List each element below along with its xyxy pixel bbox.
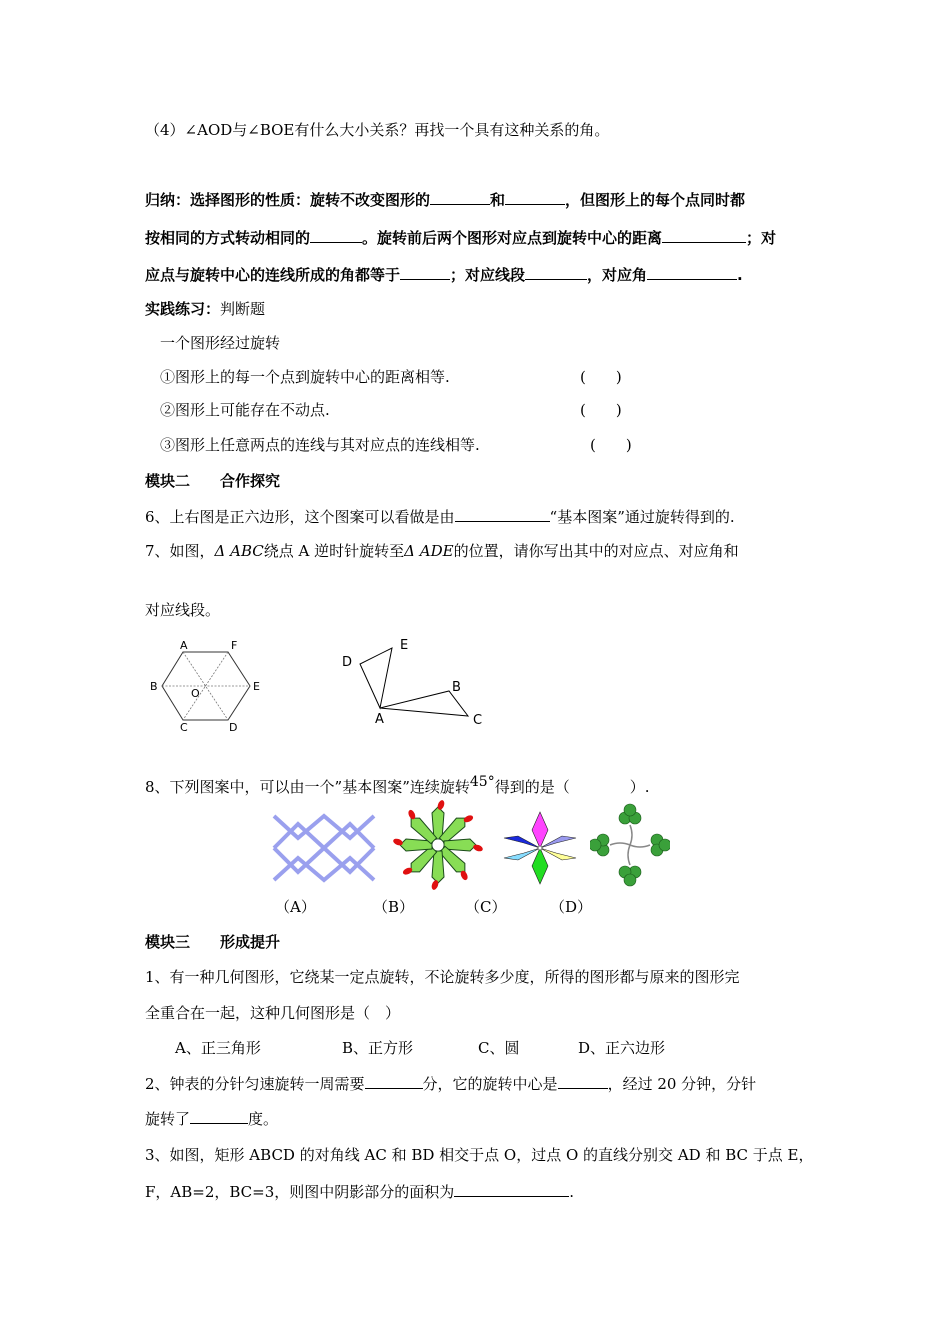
option-b: B、正方形: [342, 1039, 414, 1057]
caption-c: （C）: [465, 898, 507, 916]
blank: [454, 1181, 569, 1197]
blank: [365, 1073, 423, 1089]
option-c: C、圆: [478, 1039, 520, 1057]
hex-label-o: O: [191, 687, 200, 700]
question-4: （4）∠AOD与∠BOE有什么大小关系？再找一个具有这种关系的角。: [145, 121, 610, 139]
q8-degree: 45°: [469, 774, 495, 790]
pattern-c-figure: [500, 808, 580, 888]
option-d: D、正六边形: [578, 1039, 666, 1057]
summary-text: 应点与旋转中心的连线所成的角都等于: [145, 266, 401, 284]
hex-label-d: D: [229, 721, 238, 734]
pattern-d-figure: [590, 800, 670, 890]
pattern-b-figure: [388, 800, 488, 890]
m3-question-2-line-1: [145, 1073, 756, 1094]
m3-question-1-line-1: 1、有一种几何图形，它绕某一定点旋转，不论旋转多少度，所得的图形都与原来的图形完: [145, 968, 740, 986]
blank: [505, 189, 565, 205]
practice-intro: 一个图形经过旋转: [160, 334, 281, 352]
q2-text: 分，它的旋转中心是: [422, 1075, 558, 1093]
blank: [430, 189, 490, 205]
pattern-a-figure: [272, 812, 376, 884]
question-6: [145, 506, 735, 527]
q8-text: 8、下列图案中，可以由一个”基本图案”连续旋转: [145, 778, 470, 796]
answer-paren-3: ( ): [590, 436, 632, 454]
practice-type: 判断题: [220, 300, 266, 318]
tri-label-d: D: [342, 655, 353, 670]
blank: [647, 264, 737, 280]
rotation-triangles-figure: [335, 634, 495, 734]
answer-paren-2: ( ): [580, 401, 622, 419]
summary-line-2: [145, 227, 776, 248]
question-8: [145, 772, 650, 797]
summary-text: ，对应角: [587, 266, 648, 284]
q3-text: F，AB=2，BC=3，则图中阴影部分的面积为: [145, 1183, 455, 1201]
hex-label-b: B: [150, 680, 158, 693]
m3-question-2-line-2: [145, 1108, 278, 1129]
practice-item-3: ③图形上任意两点的连线与其对应点的连线相等.: [160, 436, 480, 454]
q8-text: 得到的是（ ）.: [494, 778, 650, 796]
q7-text: 的位置，请你写出其中的对应点、对应角和: [453, 542, 739, 560]
caption-b: （B）: [373, 898, 415, 916]
q2-text: 旋转了: [145, 1110, 191, 1128]
module-3-title: 模块三 形成提升: [145, 933, 281, 951]
module-2-title: 模块二 合作探究: [145, 472, 281, 490]
hex-label-e: E: [253, 680, 260, 693]
tri-label-b: B: [452, 680, 461, 695]
summary-text: 和: [490, 191, 506, 209]
blank: [455, 506, 550, 522]
q2-text: 度。: [248, 1110, 279, 1128]
q2-text: 2、钟表的分针匀速旋转一周需要: [145, 1075, 365, 1093]
caption-d: （D）: [550, 898, 593, 916]
m3-question-3-line-2: [145, 1181, 574, 1202]
blank: [400, 264, 450, 280]
m3-question-1-line-2: 全重合在一起，这种几何图形是（ ）: [145, 1004, 401, 1022]
q3-text: .: [569, 1183, 575, 1201]
summary-text: 。旋转前后两个图形对应点到旋转中心的距离: [362, 229, 663, 247]
blank: [558, 1073, 608, 1089]
practice-heading: [145, 299, 265, 319]
tri-label-a: A: [375, 712, 384, 727]
hex-label-c: C: [180, 721, 188, 734]
summary-text: .: [737, 266, 743, 284]
answer-paren-1: ( ): [580, 368, 622, 386]
hexagon-figure: [150, 636, 270, 736]
caption-a: （A）: [275, 898, 316, 916]
summary-line-3: [145, 264, 743, 285]
blank: [310, 227, 362, 243]
q6-text: “基本图案”通过旋转得到的.: [549, 508, 735, 526]
summary-text: ；对: [746, 229, 777, 247]
question-7: [145, 541, 739, 561]
q6-text: 6、上右图是正六边形，这个图案可以看做是由: [145, 508, 455, 526]
summary-line-1: [145, 189, 745, 210]
triangle-ade: Δ ADE: [404, 542, 454, 560]
practice-title: 实践练习：: [145, 300, 221, 318]
practice-item-2: ②图形上可能存在不动点.: [160, 401, 330, 419]
tri-label-c: C: [473, 713, 483, 728]
summary-text: ；对应线段: [450, 266, 526, 284]
q7-text: 绕点 A 逆时针旋转至: [263, 542, 405, 560]
summary-text: ，但图形上的每个点同时都: [565, 191, 746, 209]
summary-text: 归纳：选择图形的性质：旋转不改变图形的: [145, 191, 431, 209]
blank: [525, 264, 587, 280]
tri-label-e: E: [400, 638, 409, 653]
triangle-abc: Δ ABC: [214, 542, 264, 560]
m3-question-3-line-1: 3、如图，矩形 ABCD 的对角线 AC 和 BD 相交于点 O，过点 O 的直线分别交 AD 和 BC 于点 E，: [145, 1146, 814, 1164]
summary-text: 按相同的方式转动相同的: [145, 229, 311, 247]
q2-text: ，经过 20 分钟，分针: [607, 1075, 757, 1093]
hex-label-a: A: [180, 639, 188, 652]
option-a: A、正三角形: [175, 1039, 261, 1057]
blank: [662, 227, 746, 243]
question-7-cont: 对应线段。: [145, 601, 221, 619]
q7-text: 7、如图，: [145, 542, 215, 560]
blank: [190, 1108, 248, 1124]
hex-label-f: F: [231, 639, 238, 652]
practice-item-1: ①图形上的每一个点到旋转中心的距离相等.: [160, 368, 450, 386]
